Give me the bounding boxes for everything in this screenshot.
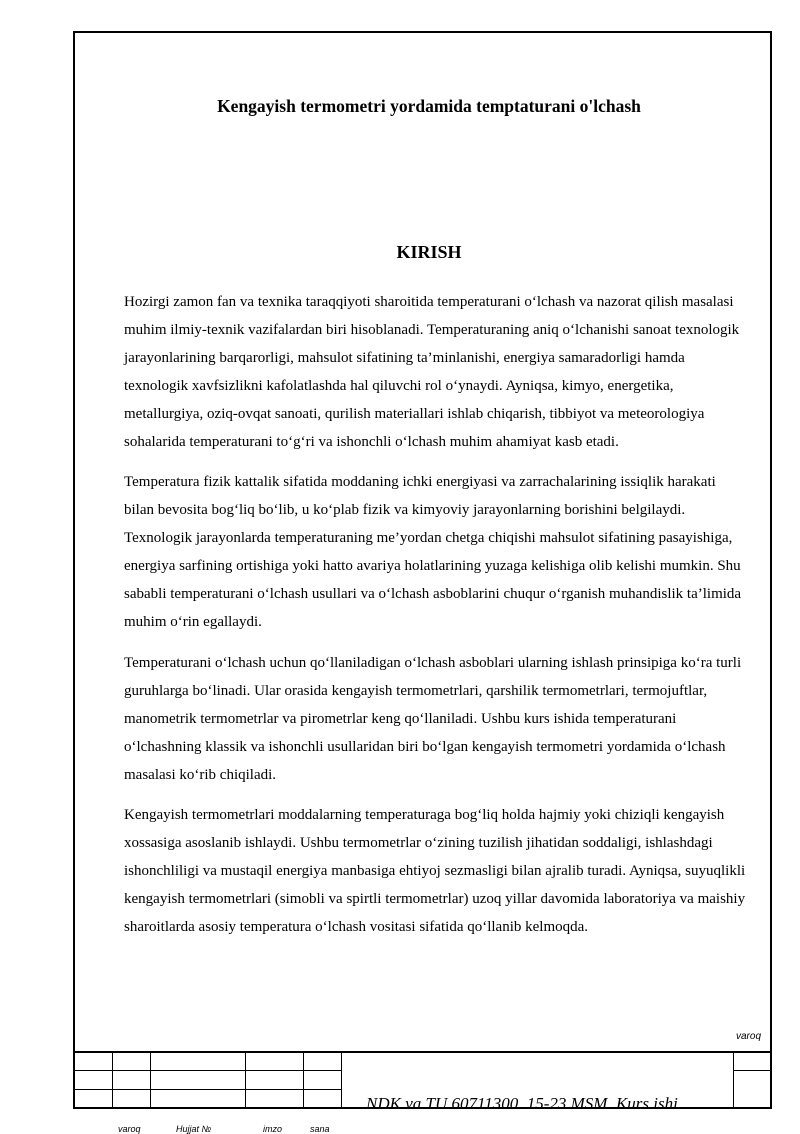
stamp-row-rule [73,1089,341,1090]
stamp-col-rule [303,1051,304,1108]
body-text [124,289,748,955]
stamp-top-rule [73,1051,772,1053]
stamp-col-rule [245,1051,246,1108]
stamp-row-rule [73,1070,341,1071]
stamp-label-sheet: varoq [118,1124,141,1134]
document-title: Kengayish termometri yordamida temptaturani o'lchash [217,96,641,116]
paragraph: Hozirgi zamon fan va texnika taraqqiyoti sharoitida temperaturani o‘lchash va nazorat qilish masalasi muhim ilmiy-texnik vazifalardan biri hisoblanadi. Temperaturaning aniq o‘lchanishi sanoat texnologik jarayonlarining barqarorligi, mahsulot sifatining ta’minlanishi, energiya samaradorligi hamda texnologik xavfsizlikni kafolatlashda hal qiluvchi rol o‘ynaydi. Ayniqsa, kimyo, energetika, metallurgiya, oziq-ovqat sanoati, qurilish materiallari ishlab chiqarish, tibbiyot va meteorologiya sohalarida temperaturani to‘g‘ri va ishonchli o‘lchash muhim ahamiyat kasb etadi. [124,294,740,450]
stamp-label-document-number: Hujjat № [176,1124,212,1134]
paragraph: Temperatura fizik kattalik sifatida moddaning ichki energiyasi va zarrachalarining issiqlik harakati bilan bevosita bog‘liq bo‘lib, u ko‘plab fizik va kimyoviy jarayonlarning borishini belgilaydi. Texnologik jarayonlarda temperaturaning me’yordan chetga chiqishi mahsulot sifatining pasayishiga, energiya sarfining ortishiga yoki hatto avariya holatlarining yuzaga kelishiga olib kelishi mumkin. Shu sababli temperaturani o‘lchash usullari va o‘lchash asboblarini chuqur o‘rganish muhandislik ta’limida muhim o‘rin egallaydi. [124,474,742,630]
stamp-sheet-cell-rule [733,1070,772,1071]
stamp-label-signature: imzo [263,1124,283,1134]
stamp-col-rule [341,1051,342,1108]
paragraph: Temperaturani o‘lchash uchun qo‘llaniladigan o‘lchash asboblari ularning ishlash prinsipiga ko‘ra turli guruhlarga bo‘linadi. Ular orasida kengayish termometrlari, qarshilik termometrlari, termojuftlar, manometrik termometrlar va pirometrlar keng qo‘llaniladi. Ushbu kurs ishida temperaturani o‘lchashning klassik va ishonchli usullaridan biri bo‘lgan kengayish termometri yordamida o‘lchash masalasi ko‘rib chiqiladi. [124,654,742,783]
sheet-label: varoq [736,1031,762,1042]
section-heading: KIRISH [396,242,462,262]
stamp-col-rule [150,1051,151,1108]
paragraph: Kengayish termometrlari moddalarning temperaturaga bog‘liq holda hajmiy yoki chiziqli kengayish xossasiga asoslanib ishlaydi. Ushbu termometrlar o‘zining tuzilish jihatidan soddaligi, ishlashdagi ishonchliligi va mustaqil energiya manbasiga ehtiyoj sezmasligi bilan ajralib turadi. Ayniqsa, suyuqlikli kengayish termometrlari (simobli va spirtli termometrlar) uzoq yillar davomida laboratoriya va maishiy sharoitlarda asosiy temperatura o‘lchash vositasi sifatida qo‘llanib kelmoqda. [124,807,746,936]
stamp-col-rule [733,1051,734,1108]
document-code: NDK va TU 60711300. 15-23 MSM. Kurs ishi [366,1094,678,1113]
stamp-col-rule [112,1051,113,1108]
stamp-label-date: sana [310,1124,330,1134]
